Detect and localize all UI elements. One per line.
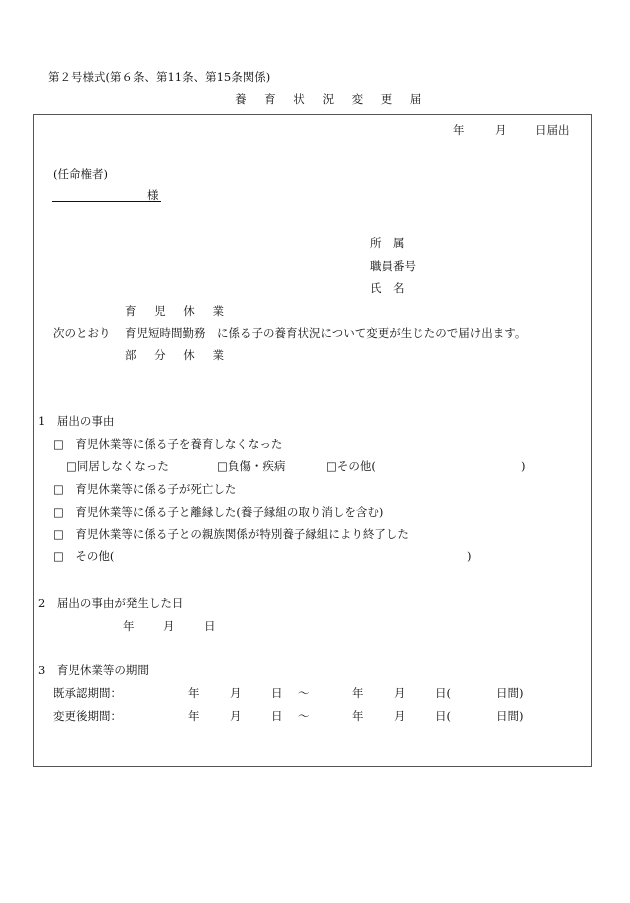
- reason-injury-illness[interactable]: □負傷・疾病: [217, 459, 286, 473]
- option-childcare-leave: 育 児 休 業: [125, 304, 231, 318]
- period-days: 日間): [496, 709, 524, 723]
- submit-year-label: 年: [453, 123, 465, 137]
- reason-special-adoption[interactable]: □ 育児休業等に係る子との親族関係が特別養子縁組により終了した: [53, 527, 409, 541]
- period-tilde: ～: [298, 709, 310, 723]
- period-days: 日間): [496, 686, 524, 700]
- period-start-month: 月: [230, 709, 242, 723]
- period-label: 既承認期間：: [53, 686, 122, 700]
- option-short-hours: 育児短時間勤務: [125, 326, 206, 340]
- period-start-day: 日: [271, 686, 283, 700]
- period-end-year: 年: [352, 686, 364, 700]
- period-tilde: ～: [298, 686, 310, 700]
- section2-heading: 2 届出の事由が発生した日: [38, 596, 184, 610]
- appointer-blank-line[interactable]: [52, 201, 161, 202]
- occurrence-year: 年: [123, 619, 135, 633]
- reason-no-longer-raising[interactable]: □ 育児休業等に係る子を養育しなくなった: [53, 437, 283, 451]
- occurrence-day: 日: [204, 619, 216, 633]
- reason-sub-other-close: ): [521, 459, 526, 473]
- period-start-month: 月: [230, 686, 242, 700]
- period-start-year: 年: [188, 686, 200, 700]
- department-label: 所 属: [370, 236, 405, 250]
- period-start-year: 年: [188, 709, 200, 723]
- reason-dissolved-adoption[interactable]: □ 育児休業等に係る子と離縁した(養子縁組の取り消しを含む): [53, 505, 384, 519]
- submit-month-label: 月: [495, 123, 507, 137]
- submit-day-label: 日届出: [535, 123, 570, 137]
- reason-other[interactable]: □ その他(: [53, 549, 115, 563]
- period-start-day: 日: [271, 709, 283, 723]
- reason-sub-other[interactable]: □その他(: [326, 459, 376, 473]
- section3-heading: 3 育児休業等の期間: [38, 663, 149, 677]
- period-end-day: 日(: [435, 686, 451, 700]
- form-number: 第２号様式(第６条、第11条、第15条関係): [48, 70, 271, 84]
- staff-number-label: 職員番号: [370, 259, 416, 273]
- period-label: 変更後期間：: [53, 709, 122, 723]
- honorific: 様: [147, 188, 159, 202]
- appointer-label: (任命権者): [53, 167, 108, 181]
- statement-prefix: 次のとおり: [53, 326, 111, 340]
- period-end-month: 月: [394, 686, 406, 700]
- period-end-month: 月: [394, 709, 406, 723]
- reason-child-died[interactable]: □ 育児休業等に係る子が死亡した: [53, 482, 237, 496]
- reason-other-close: ): [467, 549, 472, 563]
- reason-not-cohabiting[interactable]: □同居しなくなった: [66, 459, 169, 473]
- section1-heading: 1 届出の事由: [38, 414, 115, 428]
- document-title: 養 育 状 況 変 更 届: [235, 92, 429, 106]
- period-end-day: 日(: [435, 709, 451, 723]
- option-partial-leave: 部 分 休 業: [125, 348, 231, 362]
- occurrence-month: 月: [163, 619, 175, 633]
- period-end-year: 年: [352, 709, 364, 723]
- statement-suffix: に係る子の養育状況について変更が生じたので届け出ます。: [217, 326, 527, 340]
- name-label: 氏 名: [370, 281, 405, 295]
